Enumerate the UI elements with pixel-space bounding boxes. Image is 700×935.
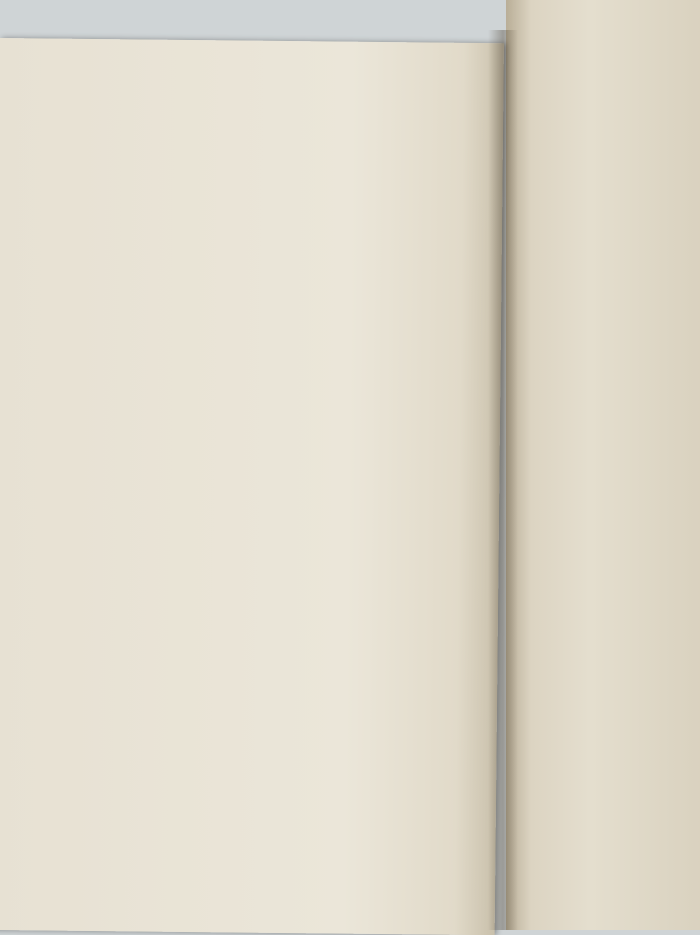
- section-title: [23, 102, 493, 107]
- left-page: [0, 38, 504, 935]
- book-gutter-shadow: [488, 30, 518, 930]
- right-page-contents: [516, 17, 700, 60]
- table-of-contents: [23, 92, 493, 107]
- toc-top-list: [23, 92, 493, 97]
- section-subtitle: [23, 102, 493, 107]
- section-heading-translations: [23, 102, 493, 107]
- authors-list: [23, 102, 493, 107]
- right-page: [506, 0, 700, 930]
